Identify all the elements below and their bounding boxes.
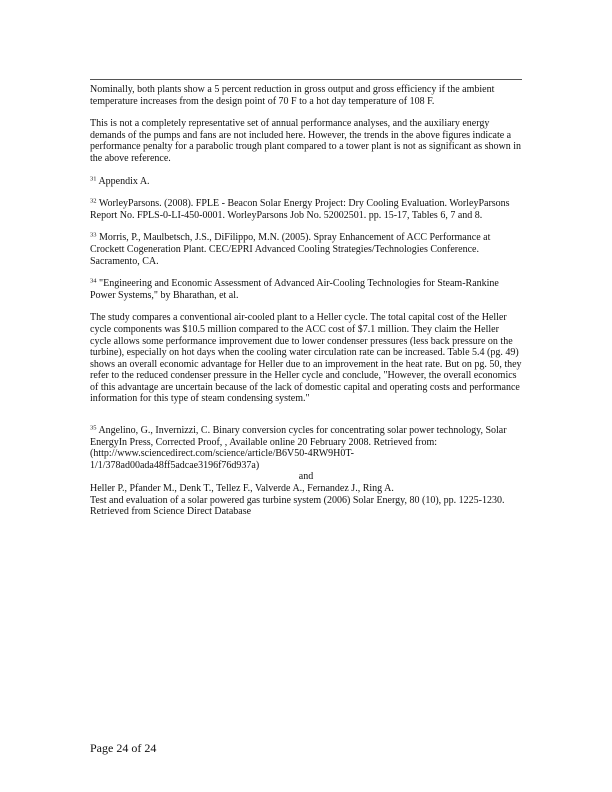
- footnote-34-paragraph: The study compares a conventional air-cooled plant to a Heller cycle. The total capital cost of the Heller cycle components was $10.5 million compared to the ACC cost of $7.1 million. They claim the Heller cycle allows some performance improvement due to lower condenser pressures (less back pressure on the turbine), especially on hot days when the cooling water circulation rate can be increased. Table 5.4 (pg. 49) shows an overall economic advantage for Heller due to an improvement in the heat rate. But on pg. 50, they refer to the reduced condenser pressure in the Heller cycle and conclude, "However, the overall economics of this advantage are uncertain because of the lack of domestic capital and operating costs and performance information for this type of steam condensing system.": [90, 312, 522, 405]
- footnote-separator-rule: [90, 79, 522, 80]
- footnote-35-ref2-line-2: Test and evaluation of a solar powered gas turbine system (2006) Solar Energy, 80 (10), pp. 1225-1230.: [90, 494, 505, 506]
- footnote-text: "Engineering and Economic Assessment of Advanced Air-Cooling Technologies for Steam-Rankine Power Systems," by Bharathan, et al.: [90, 278, 499, 301]
- footnote-35-url-line-1: (http://www.sciencedirect.com/science/article/B6V50-4RW9H0T-: [90, 448, 354, 460]
- footnote-text: Appendix A.: [96, 175, 150, 187]
- footnote-34: [90, 278, 522, 301]
- footnote-text: Morris, P., Maulbetsch, J.S., DiFilippo, M.N. (2005). Spray Enhancement of ACC Performance at Crockett Cogeneration Plant. CEC/EPRI Advanced Cooling Strategies/Technologies Conference. Sacramento, CA.: [90, 232, 491, 267]
- footnote-text: WorleyParsons. (2008). FPLE - Beacon Solar Energy Project: Dry Cooling Evaluation. WorleyParsons Report No. FPLS-0-LI-450-0001. WorleyParsons Job No. 52002501. pp. 15-17, Tables 6, 7 and 8.: [90, 198, 510, 221]
- footnote-number: 35: [90, 424, 97, 432]
- footnote-35-ref2-line-1: Heller P., Pfander M., Denk T., Tellez F., Valverde A., Fernandez J., Ring A.: [90, 483, 394, 495]
- footnote-text: Angelino, G., Invernizzi, C. Binary conversion cycles for concentrating solar power technology, Solar EnergyIn Press, Corrected Proof, , Available online 20 February 2008. Retrieved from:: [90, 425, 507, 448]
- page-number-footer: Page 24 of 24: [90, 741, 157, 755]
- footnote-number: 34: [90, 277, 97, 285]
- footnote-number: 33: [90, 231, 97, 239]
- footnote-number: 31: [90, 175, 97, 183]
- footnote-35-and: and: [298, 471, 314, 483]
- footnote-33: [90, 232, 522, 267]
- body-paragraph-1: Nominally, both plants show a 5 percent reduction in gross output and gross efficiency if the ambient temperature increases from the design point of 70 F to a hot day temperature of 108 F.: [90, 84, 495, 107]
- body-paragraph-2: This is not a completely representative set of annual performance analyses, and the auxiliary energy demands of the pumps and fans are not included here. However, the trends in the above figures indicate a performance penalty for a parabolic trough plant compared to a tower plant is not as significant as shown in the above reference.: [90, 118, 521, 164]
- footnote-35: [90, 425, 522, 448]
- footnote-35-url-line-2: 1/1/378ad00ada48ff5adcae3196f76d937a): [90, 459, 260, 471]
- page-content: [90, 84, 522, 518]
- footnote-31: [90, 176, 522, 188]
- footnote-32: [90, 198, 522, 221]
- footnote-number: 32: [90, 197, 97, 205]
- footnote-35-ref2-line-3: Retrieved from Science Direct Database: [90, 506, 252, 518]
